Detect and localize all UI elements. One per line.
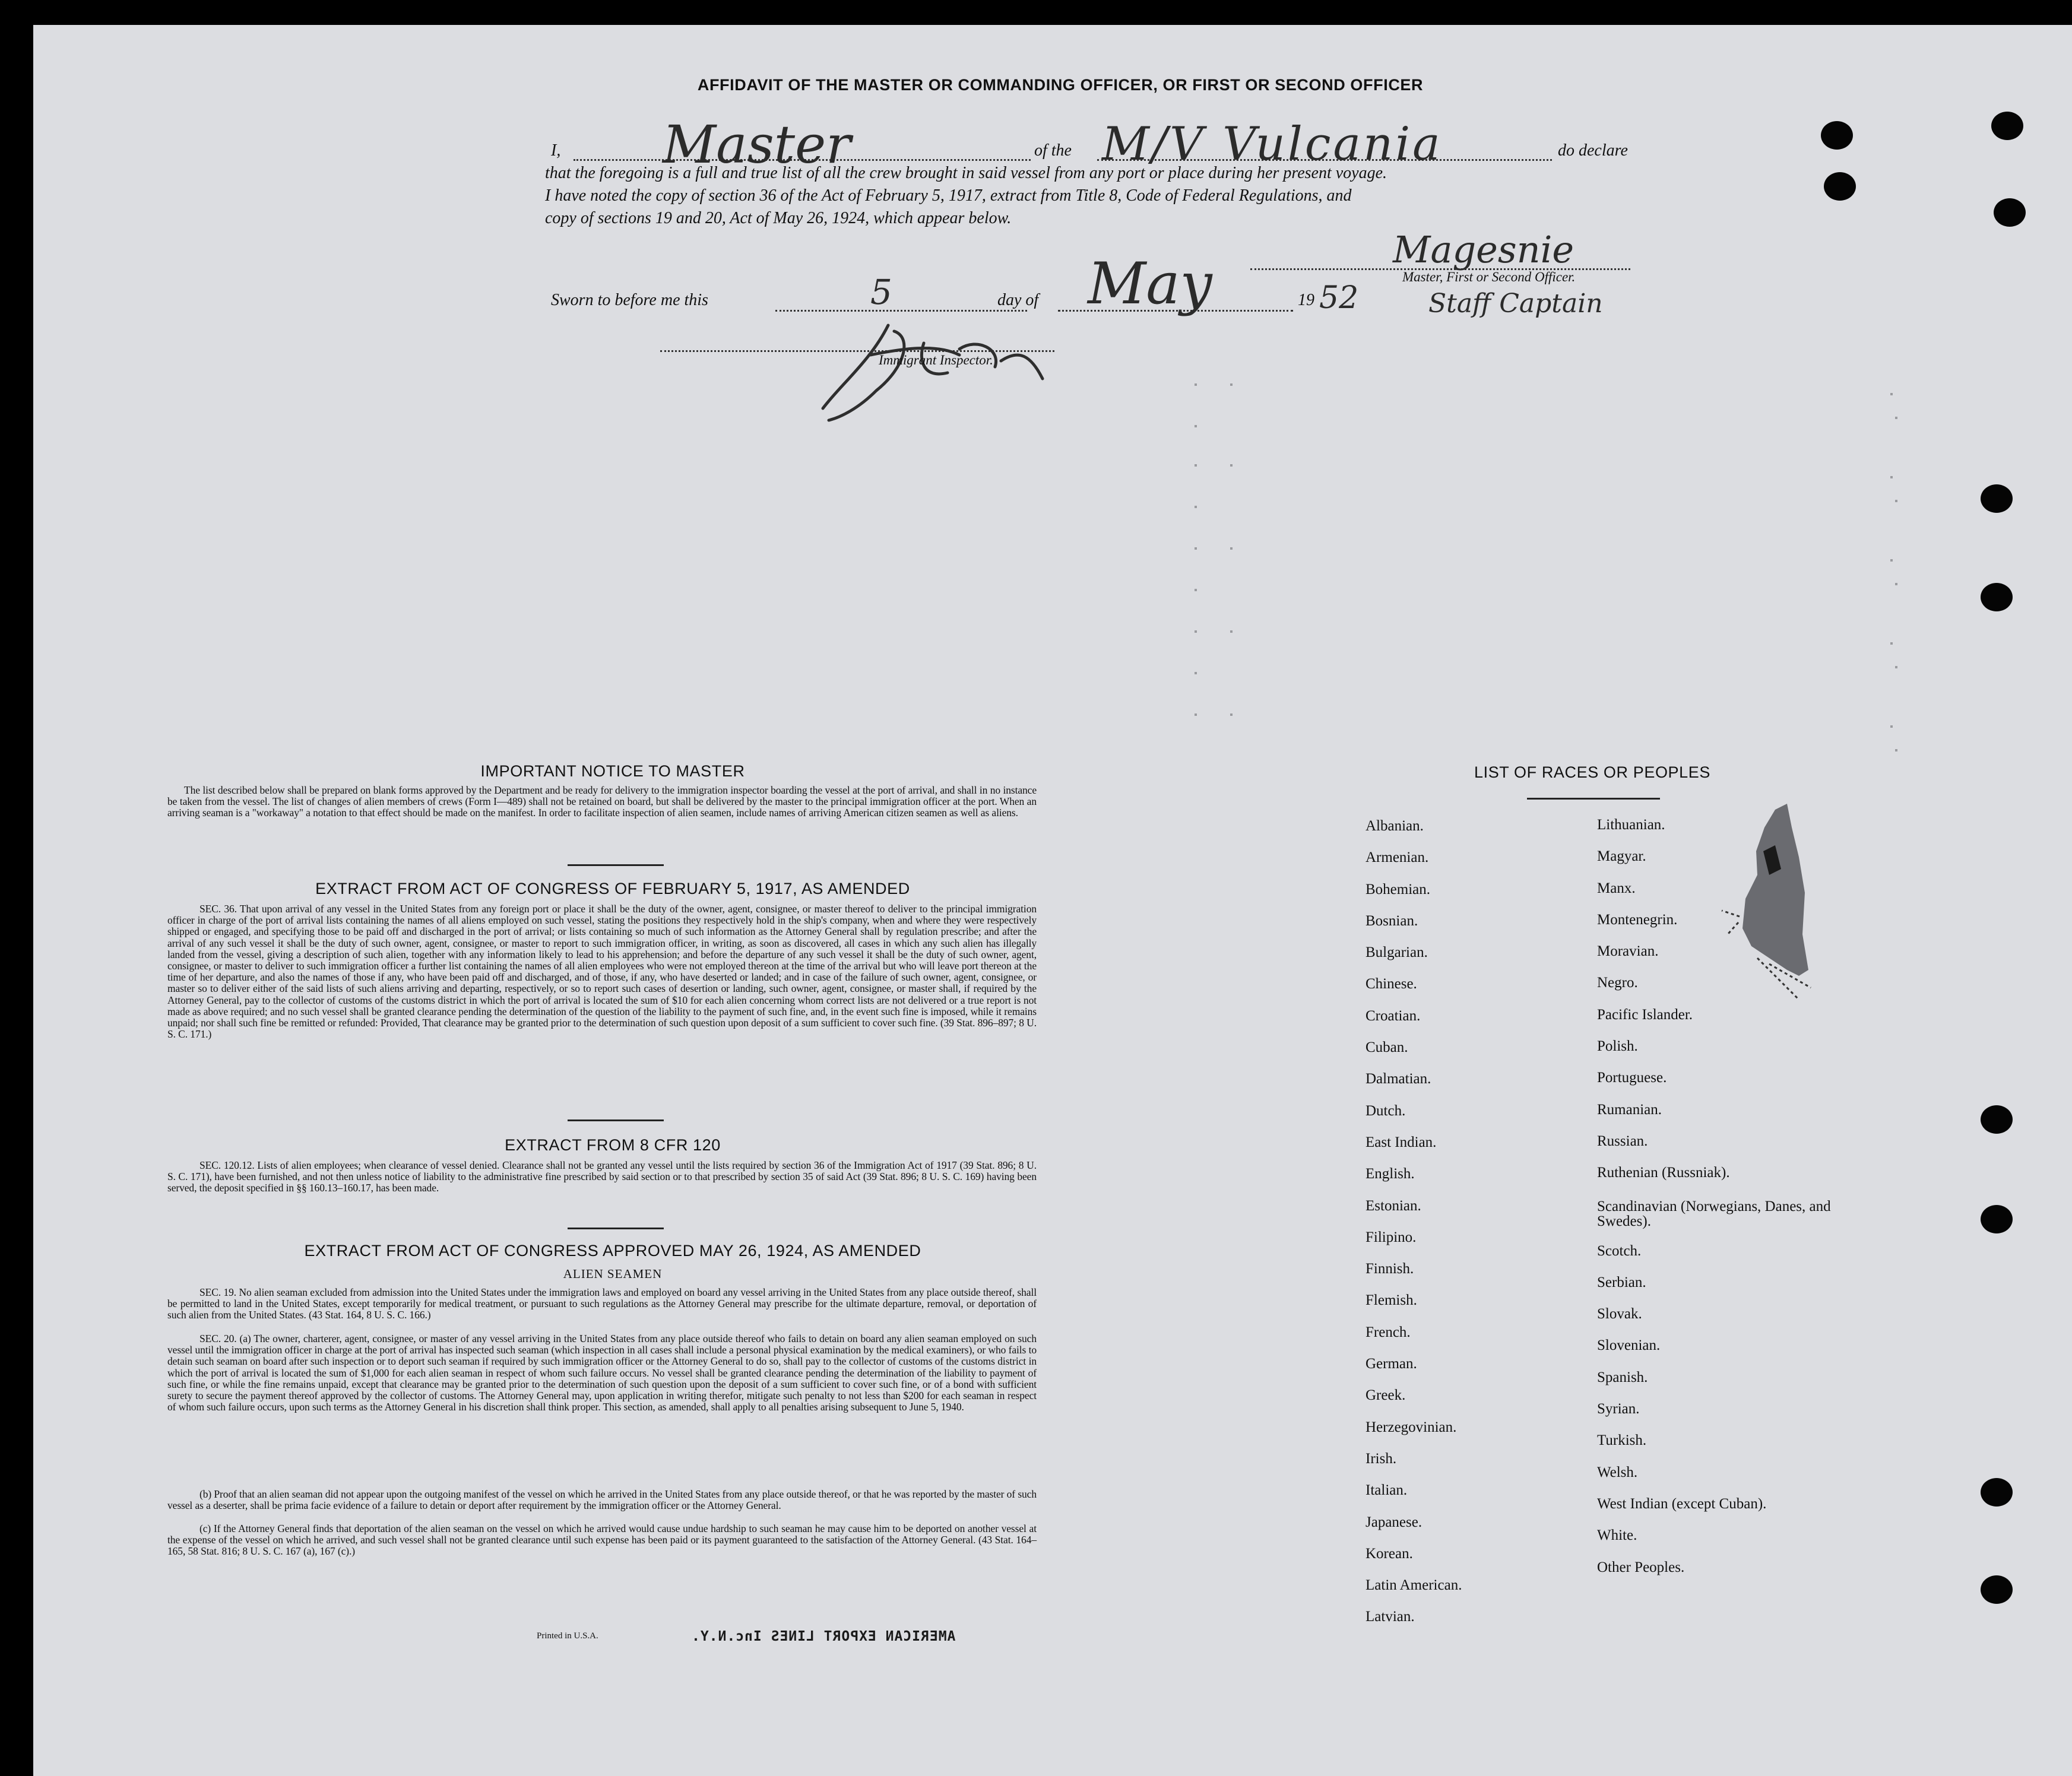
year-prefix-label: 19	[1298, 291, 1314, 309]
races-heading: LIST OF RACES OR PEOPLES	[1474, 763, 1711, 781]
race-list-item: English.	[1366, 1166, 1415, 1182]
race-list-item: Russian.	[1597, 1133, 1648, 1149]
race-list-item: German.	[1366, 1356, 1417, 1372]
handwritten-vessel-name: M/V Vulcania	[1102, 118, 1443, 171]
of-the-label: of the	[1034, 141, 1072, 160]
section-divider	[568, 864, 664, 866]
race-list-item: East Indian.	[1366, 1134, 1437, 1150]
races-divider	[1527, 798, 1660, 800]
extract-1917-heading: EXTRACT FROM ACT OF CONGRESS OF FEBRUARY 5, 1917, AS AMENDED	[315, 880, 910, 897]
alien-seamen-subheading: ALIEN SEAMEN	[563, 1267, 663, 1281]
immigrant-inspector-label: Immigrant Inspector.	[879, 353, 993, 367]
race-list-item: Latvian.	[1366, 1609, 1415, 1625]
race-list-item: Latin American.	[1366, 1577, 1462, 1594]
race-list-item: Bulgarian.	[1366, 944, 1428, 961]
race-list-item: Armenian.	[1366, 849, 1429, 866]
race-list-item: Lithuanian.	[1597, 817, 1665, 833]
affidavit-declaration-line: copy of sections 19 and 20, Act of May 26, 1924, which appear below.	[545, 209, 1012, 227]
punch-hole	[1981, 1478, 2013, 1507]
race-list-item: Magyar.	[1597, 848, 1646, 865]
race-list-item: Portuguese.	[1597, 1070, 1667, 1086]
extract-1924-sec20a: SEC. 20. (a) The owner, charterer, agent, consignee, or master of any vessel arriving in the United States from any place outside thereof who fails to detain on board any alien seaman employed on such vessel until the immigration officer in charge at the port of arrival has inspected such seaman (which inspection in all cases shall include a personal physical examination by the medical examiners), or who fails to detain such seaman on board after such inspection or to deport such seaman if required by such immigration officer or the Attorney General to do so, shall pay to the collector of customs of the customs district in which the port of arrival is located the sum of $1,000 for each alien seaman in respect of whom such failure occurs. No vessel shall be granted clearance pending the determination of the liability to payment of such fine, or while the fine remains unpaid, except that clearance may be granted prior to the determination of such question upon the deposit of a sum sufficient to cover such fine, or of a bond with sufficient surety to secure the payment thereof approved by the collector of customs. The Attorney General may, upon application in writing therefor, mitigate such penalty to not less than $200 for each seaman in respect of whom such failure occurs, upon such terms as the Attorney General in his discretion shall think proper. This section, as amended, shall apply to all penalties arising subsequent to June 5, 1940.	[167, 1333, 1037, 1413]
race-list-item: Dutch.	[1366, 1102, 1406, 1119]
race-list-item: Other Peoples.	[1597, 1559, 1685, 1575]
punch-hole	[1981, 1205, 2013, 1233]
race-list-item: Negro.	[1597, 975, 1638, 991]
race-list-item: Syrian.	[1597, 1401, 1640, 1417]
notice-text: The list described below shall be prepared on blank forms approved by the Department and be ready for delivery to the immigration inspector boarding the vessel at the port of arrival, and shall in no instance be taken from the vessel. The list of changes of alien members of crews (Form I—489) shall not be retained on board, but shall be delivered by the master to the principal immigration officer at the port. When an arriving seaman is a "workaway" a notation to that effect should be made on the manifest. In order to facilitate inspection of alien seamen, include names of arriving American citizen seamen as well as aliens.	[167, 784, 1037, 819]
section-divider	[568, 1119, 664, 1121]
extract-1924-heading: EXTRACT FROM ACT OF CONGRESS APPROVED MAY 26, 1924, AS AMENDED	[304, 1242, 921, 1260]
race-list-item: Flemish.	[1366, 1292, 1417, 1309]
race-list-item: Scandinavian (Norwegians, Danes, and Swedes).	[1597, 1198, 1831, 1229]
sworn-label: Sworn to before me this	[551, 291, 708, 309]
day-of-label: day of	[997, 291, 1039, 309]
race-list-item: Dalmatian.	[1366, 1071, 1431, 1087]
extract-1924-sec20c: (c) If the Attorney General finds that deportation of the alien seaman on the vessel on which he arrived would cause undue hardship to such seaman he may cause him to be deported on another vessel at the expense of the vessel on which he arrived, and such vessel shall not be granted clearance until such expense has been paid or its payment guaranteed to the satisfaction of the Attorney General. (43 Stat. 164–165, 58 Stat. 816; 8 U. S. C. 167 (a), 167 (c).)	[167, 1523, 1037, 1558]
race-list-item: Korean.	[1366, 1545, 1413, 1562]
races-left-column	[1366, 818, 1579, 1641]
printed-in-usa: Printed in U.S.A.	[537, 1631, 598, 1641]
race-list-item: Irish.	[1366, 1450, 1397, 1467]
race-list-item: Welsh.	[1597, 1464, 1638, 1480]
affidavit-i-label: I,	[551, 141, 561, 160]
race-list-item: Croatian.	[1366, 1007, 1421, 1024]
american-export-lines-stamp: AMERICAN EXPORT LINES Inc.N.Y.	[691, 1629, 956, 1644]
document-page	[33, 25, 2072, 1776]
race-list-item: Ruthenian (Russniak).	[1597, 1165, 1730, 1181]
affidavit-declaration-line: that the foregoing is a full and true list of all the crew brought in said vessel from any port or place during her present voyage.	[545, 164, 1387, 182]
race-list-item: Manx.	[1597, 880, 1636, 896]
race-list-item: Montenegrin.	[1597, 911, 1678, 928]
race-list-item: West Indian (except Cuban).	[1597, 1495, 1767, 1512]
handwritten-month: May	[1088, 250, 1212, 317]
race-list-item: Polish.	[1597, 1038, 1638, 1055]
race-list-item: Albanian.	[1366, 818, 1424, 834]
race-list-item: Pacific Islander.	[1597, 1006, 1693, 1023]
affidavit-title: AFFIDAVIT OF THE MASTER OR COMMANDING OFFICER, OR FIRST OR SECOND OFFICER	[697, 76, 1424, 94]
race-list-item: Japanese.	[1366, 1514, 1422, 1530]
race-list-item: Scotch.	[1597, 1242, 1642, 1259]
sworn-day-line	[775, 310, 1027, 312]
punch-hole	[1981, 1105, 2013, 1134]
notice-heading: IMPORTANT NOTICE TO MASTER	[480, 762, 745, 780]
race-list-item: Moravian.	[1597, 943, 1659, 960]
race-list-item: Estonian.	[1366, 1197, 1421, 1214]
extract-1924-sec19: SEC. 19. No alien seaman excluded from admission into the United States under the immigration laws and employed on board any vessel arriving in the United States from any place outside thereof, shall be permitted to land in the United States, except temporarily for medical treatment, or pursuant to such regulations as the Attorney General may prescribe for the ultimate departure, removal, or deportation of such alien from the United States. (43 Stat. 164, 8 U. S. C. 166.)	[167, 1286, 1037, 1321]
torn-paper-patch	[1686, 780, 1840, 1029]
extract-cfr-text: SEC. 120.12. Lists of alien employees; when clearance of vessel denied. Clearance shall not be granted any vessel until the lists required by section 36 of the Immigration Act of 1917 (39 Stat. 896; 8 U. S. C. 171), have been furnished, and not then unless notice of liability to the administrative fine prescribed by said section or to that prescribed by section 35 of said Act (39 Stat. 896; 8 U. S. C. 169) having been served, the deposit specified in §§ 160.13–160.17, has been made.	[167, 1159, 1037, 1194]
handwritten-signature: Magesnie	[1393, 228, 1574, 271]
race-list-item: Herzegovinian.	[1366, 1419, 1457, 1435]
race-list-item: Greek.	[1366, 1387, 1406, 1404]
race-list-item: White.	[1597, 1527, 1637, 1544]
race-list-item: Turkish.	[1597, 1432, 1647, 1449]
race-list-item: Rumanian.	[1597, 1101, 1662, 1118]
affidavit-declaration-line: I have noted the copy of section 36 of the Act of February 5, 1917, extract from Title 8, Code of Federal Regulations, and	[545, 186, 1352, 205]
race-list-item: Serbian.	[1597, 1274, 1646, 1290]
race-list-item: Finnish.	[1366, 1261, 1414, 1277]
race-list-item: French.	[1366, 1324, 1411, 1340]
race-list-item: Filipino.	[1366, 1229, 1417, 1245]
race-list-item: Slovak.	[1597, 1306, 1642, 1323]
handwritten-day: 5	[870, 272, 892, 312]
handwritten-year: 52	[1319, 280, 1359, 316]
race-list-item: Cuban.	[1366, 1039, 1408, 1056]
extract-1924-sec20b: (b) Proof that an alien seaman did not appear upon the outgoing manifest of the vessel on which he arrived in the United States from any place outside thereof, or that he was reported by the master of such vessel as a deserter, shall be prima facie evidence of a failure to detain or deport after requirement by the immigration officer or the Attorney General.	[167, 1488, 1037, 1512]
master-signature-label: Master, First or Second Officer.	[1402, 269, 1576, 284]
race-list-item: Bosnian.	[1366, 912, 1418, 929]
race-list-item: Slovenian.	[1597, 1337, 1661, 1354]
race-list-item: Chinese.	[1366, 976, 1417, 992]
punch-hole	[1981, 1575, 2013, 1604]
extract-1917-text: SEC. 36. That upon arrival of any vessel in the United States from any foreign port or place it shall be the duty of the owner, agent, consignee, or master thereof to deliver to the principal immigration officer in charge of the port of arrival lists containing the names of all aliens employed on such vessel, stating the positions they respectively hold in the ship's company, when and where they were respectively shipped or engaged, and specifying those to be paid off and discharged in the port of arrival; or lists containing so much of such information as the Attorney General shall by regulation prescribe; and after the arrival of any such vessel it shall be the duty of such owner, agent, consignee, or master to report to such immigration officer, in writing, as soon as discovered, all cases in which any such alien has illegally landed from the vessel, giving a description of such alien, together with any information likely to lead to his apprehension; and before the departure of any such vessel it shall be the duty of such owner, agent, consignee, or master to deliver to such immigration officer a further list containing the names of all alien employees who were not employed thereon at the time of the arrival but who will leave port thereon at the time of her departure, and also the names of those if any, who have been paid off and discharged, and of those, if any, who have deserted or landed; and in case of the failure of such owner, agent, consignee, or master so to deliver either of the said lists of such aliens arriving and departing, respectively, or so to report such cases of desertion or landing, such owner, agent, consignee, or master shall, if required by the Attorney General, pay to the collector of customs of the customs district in which the port of arrival is located the sum of $10 for each alien concerning whom correct lists are not delivered or a true report is not made as above required; and no such vessel shall be granted clearance pending the determination of the question of the liability to the payment of such fine, and, in the event such fine is imposed, while it remains unpaid; nor shall such fine be remitted or refunded: Provided, That clearance may be granted prior to the determination of such question upon deposit of a sum sufficient to cover such fine. (39 Stat. 896–897; 8 U. S. C. 171.)	[167, 903, 1037, 1041]
do-declare-label: do declare	[1558, 141, 1628, 160]
handwritten-master: Master	[663, 114, 851, 175]
extract-cfr-heading: EXTRACT FROM 8 CFR 120	[505, 1136, 721, 1154]
inspector-handwritten-signature	[805, 313, 1090, 426]
race-list-item: Bohemian.	[1366, 881, 1431, 897]
race-list-item: Spanish.	[1597, 1369, 1648, 1385]
handwritten-staff-captain: Staff Captain	[1428, 288, 1603, 319]
race-list-item: Italian.	[1366, 1482, 1408, 1499]
section-divider	[568, 1228, 664, 1229]
